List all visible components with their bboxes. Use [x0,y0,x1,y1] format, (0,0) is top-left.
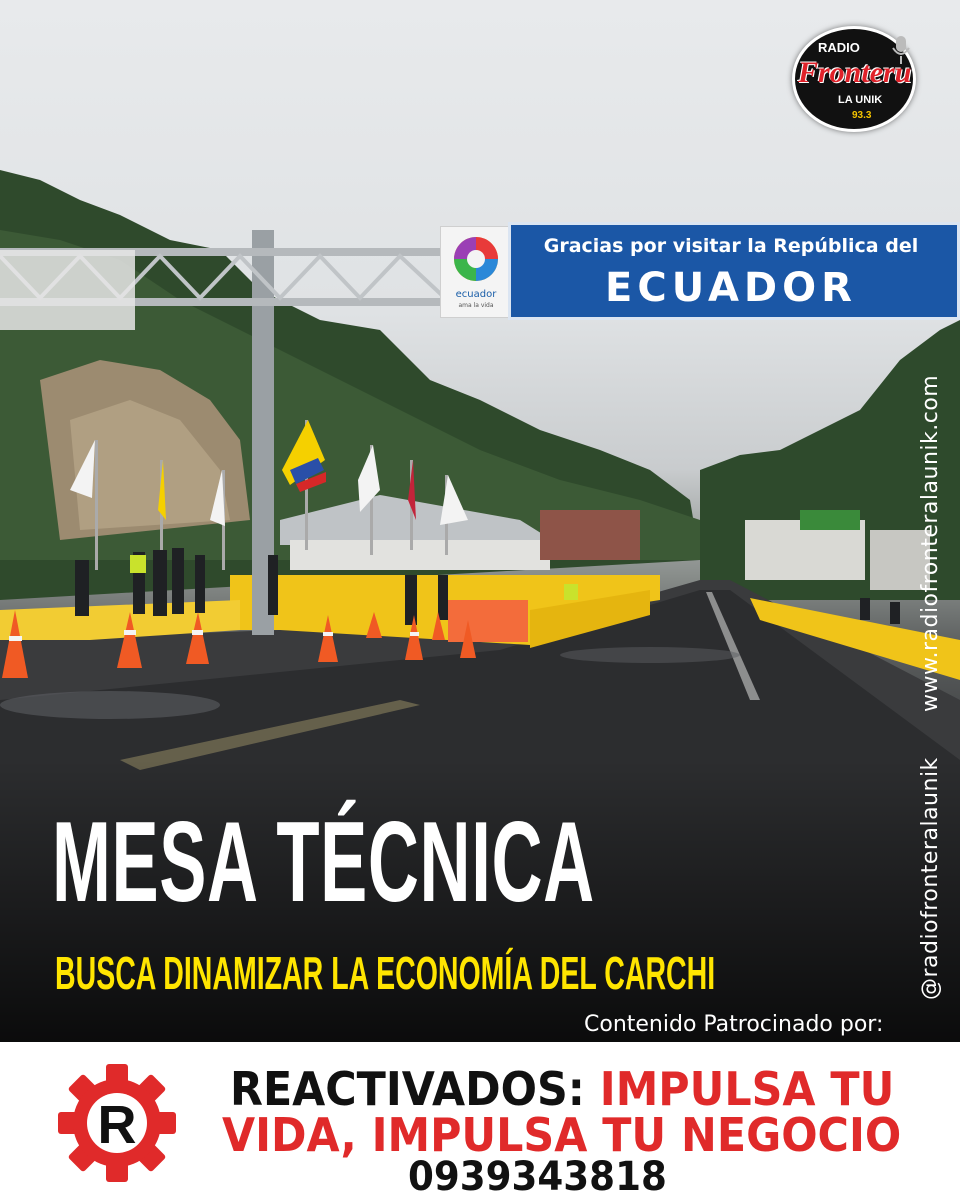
footer-slogan-start: IMPULSA TU [599,1062,895,1116]
ecuador-swirl-icon [441,227,511,289]
logo-frequency: 93.3 [852,110,872,121]
sponsor-footer [0,1042,960,1200]
welcome-sign [508,222,960,320]
ecuador-logo-word: ecuador [455,289,497,300]
side-handle: @radiofronteralaunik [918,757,943,1000]
footer-brand: REACTIVADOS: [230,1062,585,1116]
footer-slogan-line2: VIDA, IMPULSA TU NEGOCIO [222,1108,902,1162]
sign-country: ECUADOR [605,265,857,311]
logo-brand-name: Fronteru [798,56,912,89]
headline-title: MESA TÉCNICA [52,799,595,926]
reactivados-logo-letter: R [97,1095,137,1155]
headline-subtitle: BUSCA DINAMIZAR LA ECONOMÍA DEL CARCHI [55,947,716,999]
logo-radio-label: RADIO [818,40,860,55]
footer-phone: 0939343818 [408,1154,667,1200]
reactivados-logo [58,1064,176,1182]
ecuador-logo-tagline: ama la vida [458,302,494,309]
radio-frontera-logo [780,26,928,132]
sponsor-note: Contenido Patrocinado por: [584,1012,884,1037]
side-website: www.radiofronteralaunik.com [918,374,943,712]
sign-greeting: Gracias por visitar la República del [543,235,919,257]
ecuador-brand-logo [440,226,510,318]
logo-sub: LA UNIK [838,94,883,106]
